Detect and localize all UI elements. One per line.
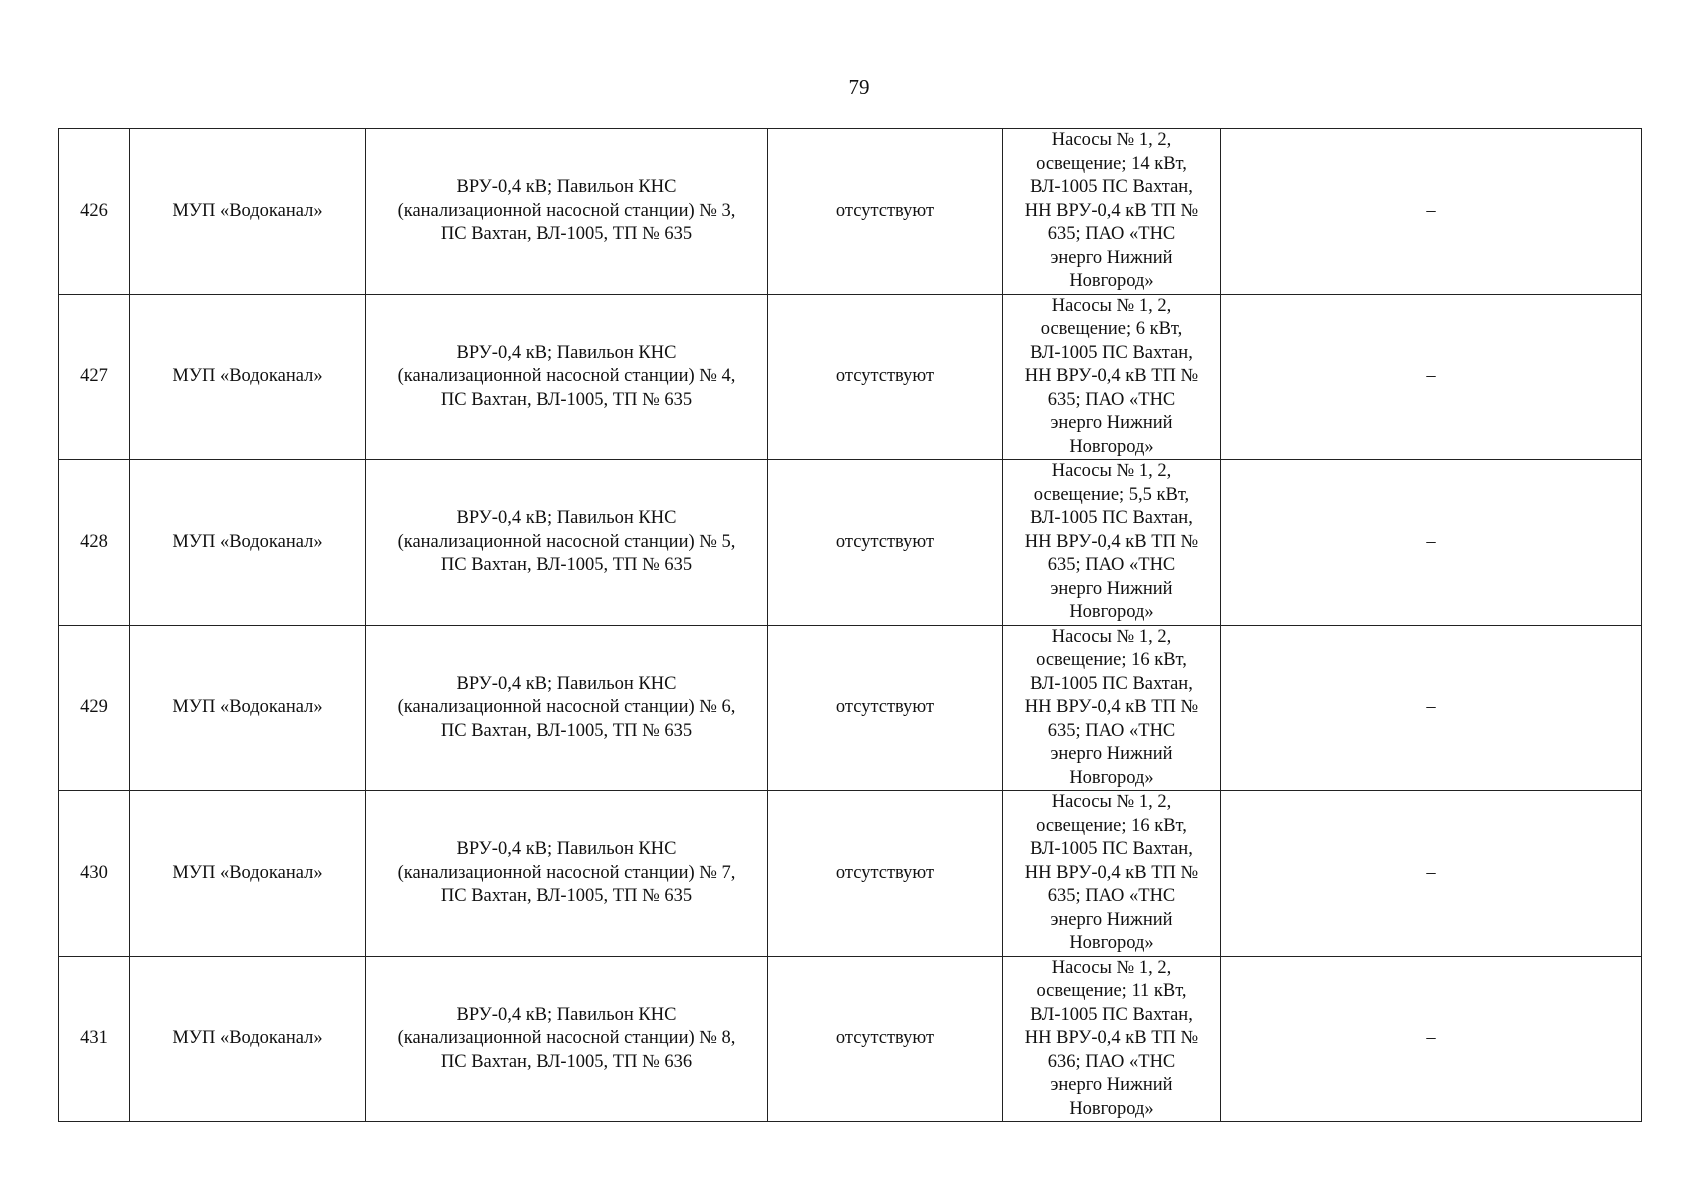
note-cell [1221,625,1642,791]
connection-details-line: ВЛ-1005 ПС Вахтан, [1030,1004,1193,1025]
row-number: 431 [80,1028,108,1048]
object-description-line: ПС Вахтан, ВЛ-1005, ТП № 635 [440,555,693,575]
connection-details-line: 635; ПАО «ТНС [1047,224,1176,244]
status-text: отсутствуют [835,366,935,386]
row-number: 429 [80,697,108,717]
connection-details-line: ВЛ-1005 ПС Вахтан, [1030,508,1193,528]
object-description-cell [366,129,768,295]
row-number-cell [59,460,130,626]
facilities-table [58,128,1642,1122]
connection-details-line: энерго Нижний [1050,909,1173,930]
table-body [59,129,1642,1122]
connection-details-cell [1003,625,1221,791]
connection-details-line: освещение; 16 кВт, [1036,650,1187,670]
organization-name: МУП «Водоканал» [172,366,323,386]
connection-details-line: освещение; 16 кВт, [1036,815,1187,836]
organization-cell [130,791,366,957]
status-cell [768,294,1003,460]
connection-details-line: освещение; 6 кВт, [1040,319,1183,339]
connection-details-line: НН ВРУ-0,4 кВ ТП № [1024,200,1199,221]
organization-name: МУП «Водоканал» [172,862,323,883]
connection-details-line: ВЛ-1005 ПС Вахтан, [1030,839,1193,859]
object-description-line: (канализационной насосной станции) № 4, [397,366,736,386]
organization-name: МУП «Водоканал» [172,697,323,717]
connection-details-line: Новгород» [1069,1098,1154,1119]
note-dash: – [1426,862,1436,883]
connection-details-line: ВЛ-1005 ПС Вахтан, [1030,177,1193,197]
status-text: отсутствуют [835,862,935,883]
organization-name: МУП «Водоканал» [172,200,323,221]
connection-details-line: Новгород» [1069,436,1154,457]
note-cell [1221,791,1642,957]
organization-name: МУП «Водоканал» [172,531,323,552]
connection-details-line: НН ВРУ-0,4 кВ ТП № [1024,697,1199,717]
connection-details-line: Новгород» [1069,602,1154,622]
object-description-line: ПС Вахтан, ВЛ-1005, ТП № 635 [440,720,693,741]
note-dash: – [1426,200,1436,221]
connection-details-line: Насосы № 1, 2, [1051,792,1172,812]
connection-details-line: 635; ПАО «ТНС [1047,389,1176,410]
connection-details-cell [1003,791,1221,957]
connection-details-line: Новгород» [1069,767,1154,788]
row-number-cell [59,294,130,460]
object-description-cell [366,956,768,1122]
status-text: отсутствуют [835,200,935,221]
organization-cell [130,956,366,1122]
connection-details-cell [1003,460,1221,626]
object-description-line: ВРУ-0,4 кВ; Павильон КНС [456,508,677,528]
organization-cell [130,294,366,460]
organization-cell [130,129,366,295]
connection-details-line: Насосы № 1, 2, [1051,626,1172,647]
object-description-line: (канализационной насосной станции) № 5, [397,531,736,552]
table-row [59,625,1642,791]
note-cell [1221,956,1642,1122]
status-cell [768,956,1003,1122]
connection-details-line: освещение; 14 кВт, [1036,153,1187,174]
connection-details-line: НН ВРУ-0,4 кВ ТП № [1024,1028,1199,1048]
object-description-cell [366,294,768,460]
table-row [59,129,1642,295]
organization-cell [130,460,366,626]
note-cell [1221,460,1642,626]
connection-details-line: 635; ПАО «ТНС [1047,886,1176,906]
organization-name: МУП «Водоканал» [172,1028,323,1048]
object-description-line: ВРУ-0,4 кВ; Павильон КНС [456,673,677,694]
row-number-cell [59,129,130,295]
object-description-cell [366,460,768,626]
row-number: 426 [80,200,108,221]
object-description-line: ВРУ-0,4 кВ; Павильон КНС [456,1004,677,1025]
note-dash: – [1426,531,1436,552]
table-row [59,294,1642,460]
status-text: отсутствуют [835,697,935,717]
note-dash: – [1426,366,1436,386]
table-row [59,956,1642,1122]
object-description-cell [366,625,768,791]
connection-details-line: Насосы № 1, 2, [1051,295,1172,316]
status-text: отсутствуют [835,1028,935,1048]
object-description-line: ВРУ-0,4 кВ; Павильон КНС [456,177,677,197]
row-number-cell [59,956,130,1122]
table-row [59,791,1642,957]
note-cell [1221,129,1642,295]
connection-details-line: НН ВРУ-0,4 кВ ТП № [1024,366,1199,386]
connection-details-line: энерго Нижний [1050,413,1173,433]
table-row [59,460,1642,626]
connection-details-line: Насосы № 1, 2, [1051,957,1172,978]
status-cell [768,460,1003,626]
status-cell [768,625,1003,791]
connection-details-line: 636; ПАО «ТНС [1047,1051,1176,1072]
object-description-line: ПС Вахтан, ВЛ-1005, ТП № 636 [440,1051,693,1072]
object-description-line: (канализационной насосной станции) № 3, [397,200,736,221]
object-description-line: (канализационной насосной станции) № 6, [397,697,736,717]
row-number-cell [59,625,130,791]
status-text: отсутствуют [835,531,935,552]
object-description-line: (канализационной насосной станции) № 7, [397,862,736,883]
note-cell [1221,294,1642,460]
page-number: 79 [848,75,870,99]
connection-details-line: энерго Нижний [1050,744,1173,764]
object-description-line: ПС Вахтан, ВЛ-1005, ТП № 635 [440,886,693,906]
row-number: 427 [80,366,108,386]
row-number-cell [59,791,130,957]
connection-details-line: Новгород» [1069,933,1154,953]
connection-details-line: Насосы № 1, 2, [1051,130,1172,150]
connection-details-line: освещение; 5,5 кВт, [1033,484,1190,505]
object-description-line: ПС Вахтан, ВЛ-1005, ТП № 635 [440,224,693,244]
row-number: 430 [80,862,108,883]
connection-details-line: НН ВРУ-0,4 кВ ТП № [1024,531,1199,552]
status-cell [768,791,1003,957]
connection-details-line: энерго Нижний [1050,578,1173,599]
connection-details-line: ВЛ-1005 ПС Вахтан, [1030,673,1193,694]
note-dash: – [1426,697,1436,717]
connection-details-cell [1003,294,1221,460]
note-dash: – [1426,1028,1436,1048]
connection-details-line: НН ВРУ-0,4 кВ ТП № [1024,862,1199,883]
organization-cell [130,625,366,791]
connection-details-line: 635; ПАО «ТНС [1047,720,1176,741]
connection-details-line: ВЛ-1005 ПС Вахтан, [1030,342,1193,363]
row-number: 428 [80,531,108,552]
connection-details-cell [1003,129,1221,295]
connection-details-line: энерго Нижний [1050,1075,1173,1095]
object-description-line: ВРУ-0,4 кВ; Павильон КНС [456,342,677,363]
status-cell [768,129,1003,295]
object-description-line: (канализационной насосной станции) № 8, [397,1028,736,1048]
connection-details-cell [1003,956,1221,1122]
object-description-line: ПС Вахтан, ВЛ-1005, ТП № 635 [440,389,693,410]
object-description-cell [366,791,768,957]
connection-details-line: Новгород» [1069,271,1154,291]
connection-details-line: освещение; 11 кВт, [1036,981,1187,1001]
object-description-line: ВРУ-0,4 кВ; Павильон КНС [456,839,677,859]
connection-details-line: энерго Нижний [1050,247,1173,268]
connection-details-line: Насосы № 1, 2, [1051,461,1172,481]
connection-details-line: 635; ПАО «ТНС [1047,555,1176,575]
